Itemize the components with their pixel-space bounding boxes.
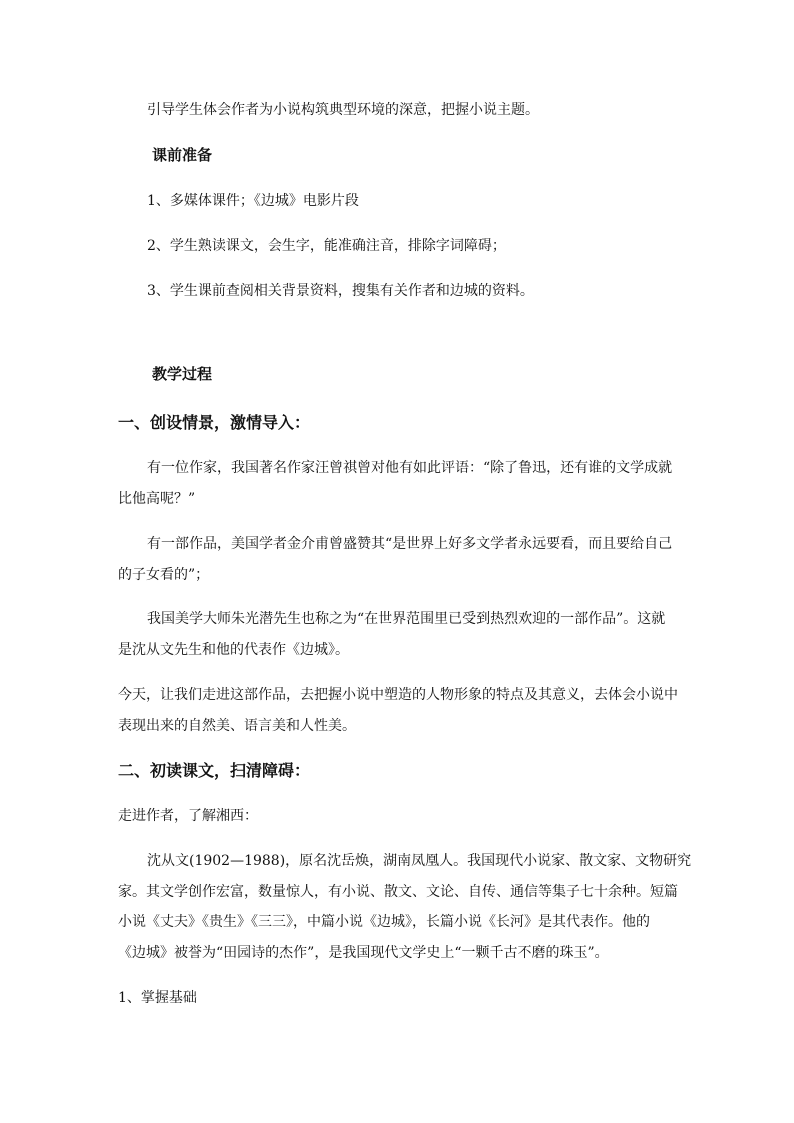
section2-para1-line4: 《边城》被誉为“田园诗的杰作”，是我国现代文学史上“一颗千古不磨的珠玉”。 (118, 945, 609, 961)
section2-para1-line3: 小说《丈夫》《贵生》《三三》，中篇小说《边城》，长篇小说《长河》是其代表作。他的 (118, 914, 650, 930)
prep-item-3: 3、学生课前查阅相关背景资料，搜集有关作者和边城的资料。 (147, 283, 534, 299)
prep-item-2: 2、学生熟读课文，会生字，能准确注音，排除字词障碍； (147, 238, 506, 254)
section1-para2-line1: 有一部作品，美国学者金介甫曾盛赞其“是世界上好多文学者永远要看，而且要给自己 (147, 536, 673, 552)
intro-line: 引导学生体会作者为小说构筑典型环境的深意，把握小说主题。 (147, 102, 539, 118)
section2-para1-line2: 家。其文学创作宏富，数量惊人，有小说、散文、文论、自传、通信等集子七十余种。短篇 (118, 884, 678, 900)
section1-para1-line1: 有一位作家，我国著名作家汪曾祺曾对他有如此评语：“除了鲁迅，还有谁的文学成就 (147, 460, 673, 476)
section2-para1-line1: 沈从文(1902—1988)，原名沈岳焕，湖南凤凰人。我国现代小说家、散文家、文物研究 (147, 853, 692, 869)
section1-para2-line2: 的子女看的”； (118, 567, 210, 583)
prep-heading: 课前准备 (152, 146, 213, 164)
section1-para4-line2: 表现出来的自然美、语言美和人性美。 (118, 718, 356, 734)
section1-para1-line2: 比他高呢？” (118, 491, 196, 507)
section1-para4-line1: 今天，让我们走进这部作品，去把握小说中塑造的人物形象的特点及其意义，去体会小说中 (118, 687, 678, 703)
section1-para3-line2: 是沈从文先生和他的代表作《边城》。 (118, 642, 349, 658)
prep-item-1: 1、多媒体课件；《边城》电影片段 (147, 193, 359, 209)
section2-subtitle: 走进作者，了解湘西： (118, 808, 258, 824)
section1-title: 一、创设情景，激情导入： (118, 413, 311, 432)
section1-para3-line1: 我国美学大师朱光潜先生也称之为“在世界范围里已受到热烈欢迎的一部作品”。这就 (147, 611, 666, 627)
section2-title: 二、初读课文，扫清障碍： (118, 761, 311, 780)
section2-item1: 1、掌握基础 (118, 990, 197, 1006)
process-heading: 教学过程 (152, 365, 213, 383)
